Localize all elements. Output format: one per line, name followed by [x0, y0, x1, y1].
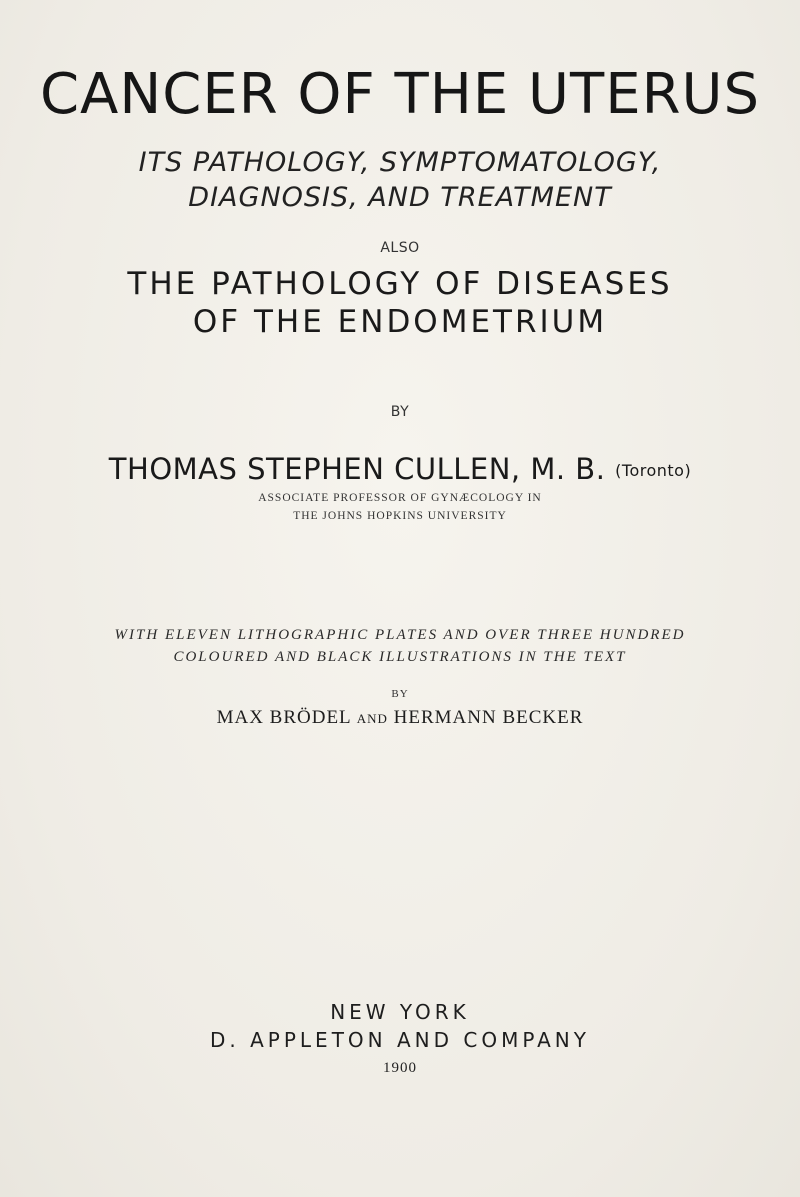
- main-title: CANCER OF THE UTERUS: [39, 62, 761, 127]
- publication-year: 1900: [383, 1060, 417, 1076]
- illustrators-line: [0, 707, 800, 729]
- author-line: [0, 452, 800, 486]
- illustrations-line-2: COLOURED AND BLACK ILLUSTRATIONS IN THE TEXT: [173, 649, 627, 665]
- author-name: THOMAS STEPHEN CULLEN, M. B.: [108, 452, 606, 486]
- illustrator-1: MAX BRÖDEL: [216, 707, 351, 728]
- illustrators-by-label: BY: [391, 688, 409, 700]
- affiliation-line-1: ASSOCIATE PROFESSOR OF GYNÆCOLOGY IN: [258, 492, 542, 504]
- second-title-line-2: OF THE ENDOMETRIUM: [192, 304, 608, 340]
- illustrations-line-1: WITH ELEVEN LITHOGRAPHIC PLATES AND OVER THREE HUNDRED: [114, 627, 686, 643]
- affiliation-line-2: THE JOHNS HOPKINS UNIVERSITY: [293, 510, 507, 522]
- publication-place: NEW YORK: [330, 1000, 470, 1024]
- author-by-label: BY: [390, 404, 410, 420]
- illustrator-2: HERMANN BECKER: [393, 707, 584, 728]
- also-label: ALSO: [380, 240, 420, 256]
- second-title-line-1: THE PATHOLOGY OF DISEASES: [127, 266, 673, 302]
- illustrators-conjunction: AND: [356, 711, 388, 726]
- subtitle-line-1: ITS PATHOLOGY, SYMPTOMATOLOGY,: [138, 147, 662, 178]
- subtitle-line-2: DIAGNOSIS, AND TREATMENT: [188, 182, 612, 213]
- publisher: D. APPLETON AND COMPANY: [210, 1028, 590, 1052]
- author-credential: (Toronto): [615, 461, 692, 480]
